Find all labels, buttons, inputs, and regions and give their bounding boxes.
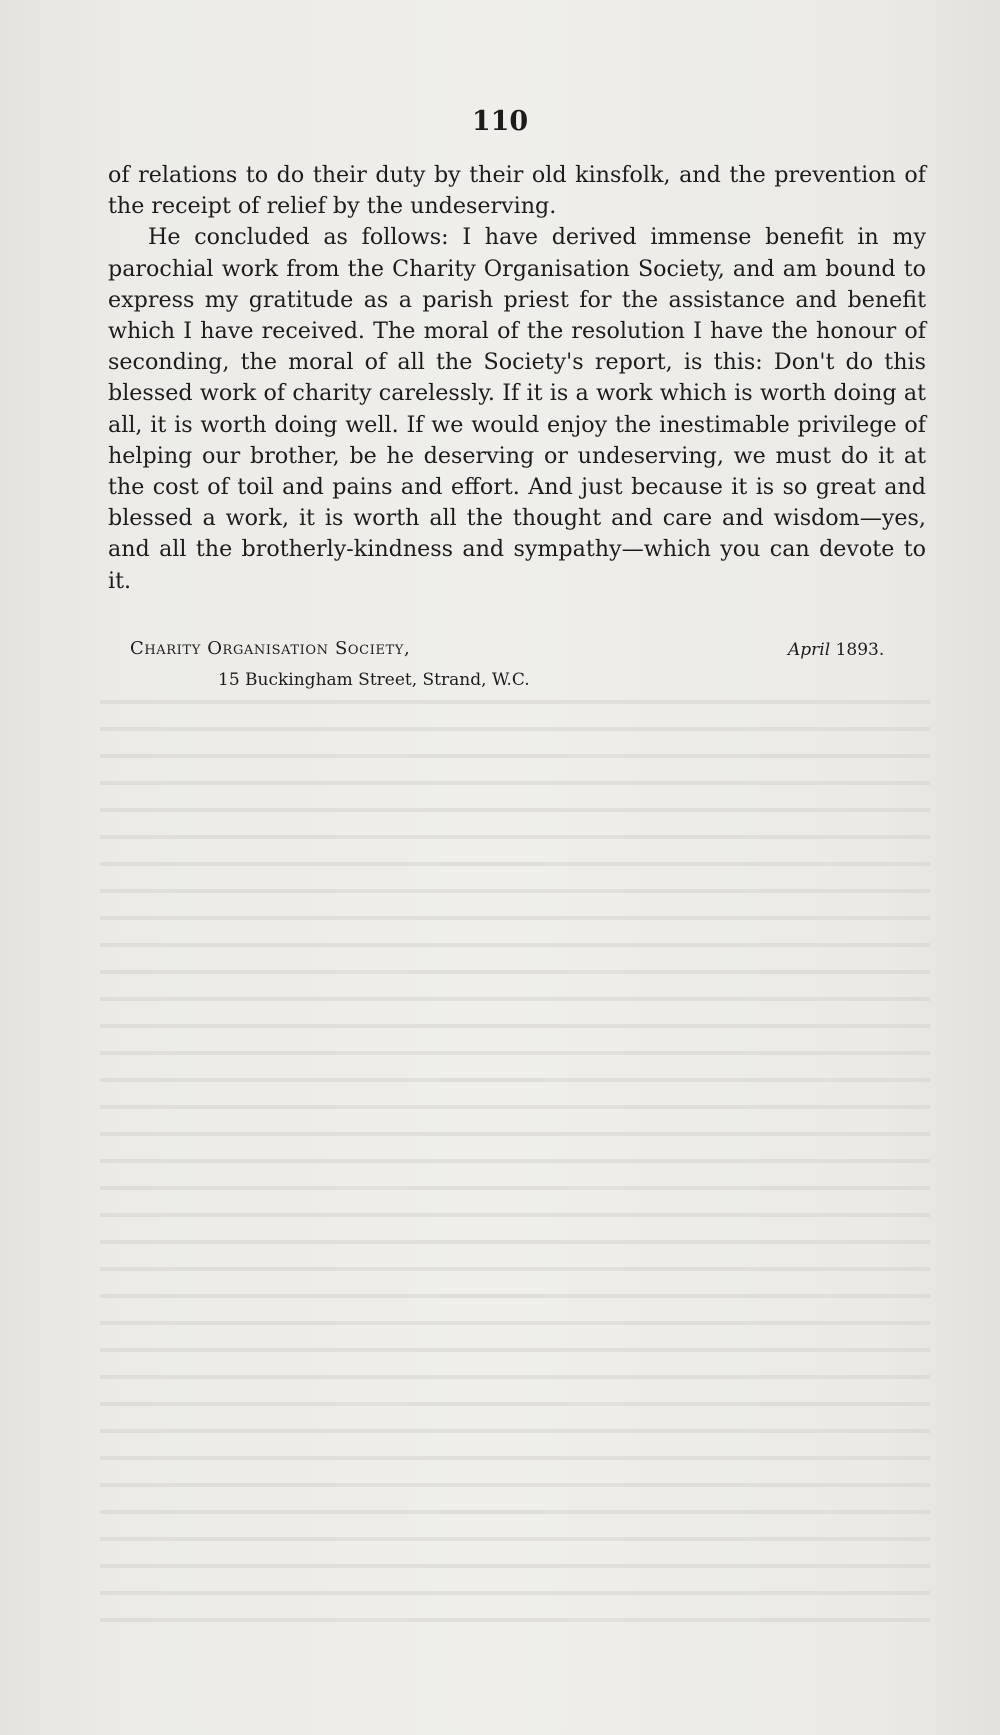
signature-month: April — [788, 640, 831, 660]
page-number: 110 — [471, 106, 529, 137]
signature-year: 1893. — [835, 640, 885, 660]
show-through-text — [100, 700, 930, 1660]
signature-address: 15 Buckingham Street, Strand, W.C. — [218, 670, 530, 690]
paragraph-continuation: of relations to do their duty by their old kinsfolk, and the prevention of the receipt of relief by the undeserving. — [108, 162, 926, 220]
signature-organisation: Charity Organisation Society, — [130, 638, 411, 659]
signature-date — [788, 640, 884, 660]
body-text — [108, 160, 926, 597]
paragraph-speech: He concluded as follows: I have derived immense benefit in my parochial work from the Charity Organisation Society, and am bound to express my gratitude as a parish priest for the assistance and benefit which I have received. The moral of the resolution I have the honour of seconding, the moral of all the Society's report, is this: Don't do this blessed work of charity carelessly. If it is a work which is worth doing at all, it is worth doing well. If we would enjoy the inestimable privilege of helping our brother, be he deserving or undeserving, we must do it at the cost of toil and pains and effort. And just because it is so great and blessed a work, it is worth all the thought and care and wisdom—yes, and all the brotherly-kindness and sympathy—which you can devote to it. — [108, 224, 926, 594]
